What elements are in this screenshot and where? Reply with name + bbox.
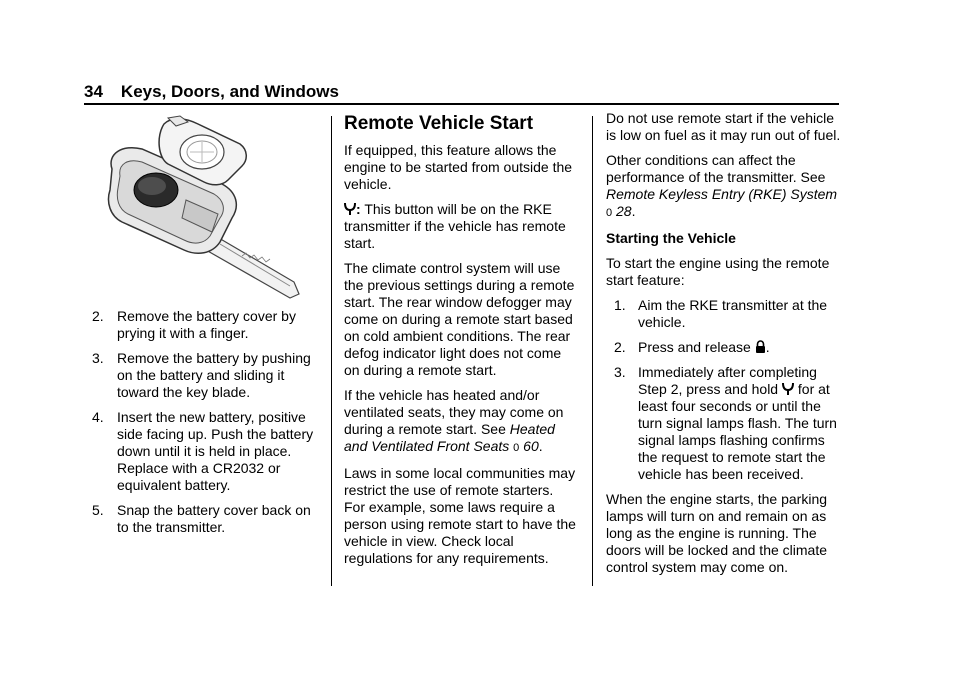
column-2 bbox=[344, 112, 576, 575]
paragraph: If the vehicle has heated and/or ventilated seats, they may come on during a remote start. See Heated and Ventilated Front Seats 0 60. bbox=[344, 387, 564, 454]
paragraph: If equipped, this feature allows the engine to be started from outside the vehicle. bbox=[344, 142, 573, 192]
page-header bbox=[84, 82, 838, 102]
list-item: 2. Remove the battery cover by prying it with a finger. bbox=[92, 308, 296, 341]
paragraph: Laws in some local communities may restrict the use of remote starters. For example, some laws require a person using remote start to have the vehicle in view. Check local regulations for any requirements. bbox=[344, 465, 576, 566]
list-item: 1. Aim the RKE transmitter at the vehicle. bbox=[614, 297, 828, 330]
column-divider-2 bbox=[592, 116, 593, 586]
heated-seats-link[interactable]: Heated and Ventilated Front Seats bbox=[344, 421, 555, 454]
remote-start-heading: Remote Vehicle Start bbox=[344, 113, 534, 134]
list-item: 4. Insert the new battery, positive side facing up. Push the battery down until it is held in place. Replace with a CR2032 or equivalent battery. bbox=[92, 409, 314, 493]
page-ref-arrow-icon: 0 bbox=[606, 207, 613, 219]
paragraph: : This button will be on the RKE transmitter if the vehicle has remote start. bbox=[344, 201, 566, 251]
starting-vehicle-subhead: Starting the Vehicle bbox=[606, 230, 736, 246]
list-item: 3. Immediately after completing Step 2, press and hold for at least four seconds or until the turn signal lamps flash. The turn signal lamps flashing confirms the request to remote start the vehicle has been received. bbox=[614, 364, 837, 482]
paragraph: Other conditions can affect the performance of the transmitter. See Remote Keyless Entry (RKE) System 0 28. bbox=[606, 152, 838, 219]
battery-steps bbox=[88, 308, 323, 536]
page-ref-arrow-icon: 0 bbox=[513, 442, 520, 454]
page-number: 34 bbox=[84, 82, 103, 101]
remote-start-icon bbox=[344, 202, 356, 216]
rke-system-link[interactable]: Remote Keyless Entry (RKE) System bbox=[606, 186, 838, 202]
paragraph: When the engine starts, the parking lamps will turn on and remain on as long as the engine is running. The doors will be locked and the climate control system may come on. bbox=[606, 491, 828, 575]
start-steps bbox=[606, 297, 842, 483]
list-item: 2. Press and release . bbox=[614, 339, 770, 355]
list-item: 3. Remove the battery by pushing on the battery and sliding it toward the key blade. bbox=[92, 350, 311, 400]
rke-system-page[interactable]: 28 bbox=[616, 203, 632, 219]
column-1 bbox=[88, 308, 323, 544]
key-fob-battery-illustration bbox=[102, 114, 302, 299]
remote-start-icon bbox=[782, 382, 794, 396]
header-rule bbox=[84, 103, 839, 105]
column-divider-1 bbox=[331, 116, 332, 586]
paragraph: The climate control system will use the previous settings during a remote start. The rear window defogger may come on during a remote start based on cold ambient conditions. The rear defog indicator light does not come on during a remote start. bbox=[344, 260, 575, 378]
list-item: 5. Snap the battery cover back on to the transmitter. bbox=[92, 502, 311, 535]
lock-icon bbox=[755, 340, 766, 354]
heated-seats-page[interactable]: 60 bbox=[523, 438, 539, 454]
paragraph: Do not use remote start if the vehicle is low on fuel as it may run out of fuel. bbox=[606, 110, 841, 143]
paragraph: To start the engine using the remote start feature: bbox=[606, 255, 830, 288]
column-3 bbox=[606, 110, 842, 584]
section-title: Keys, Doors, and Windows bbox=[120, 82, 339, 101]
